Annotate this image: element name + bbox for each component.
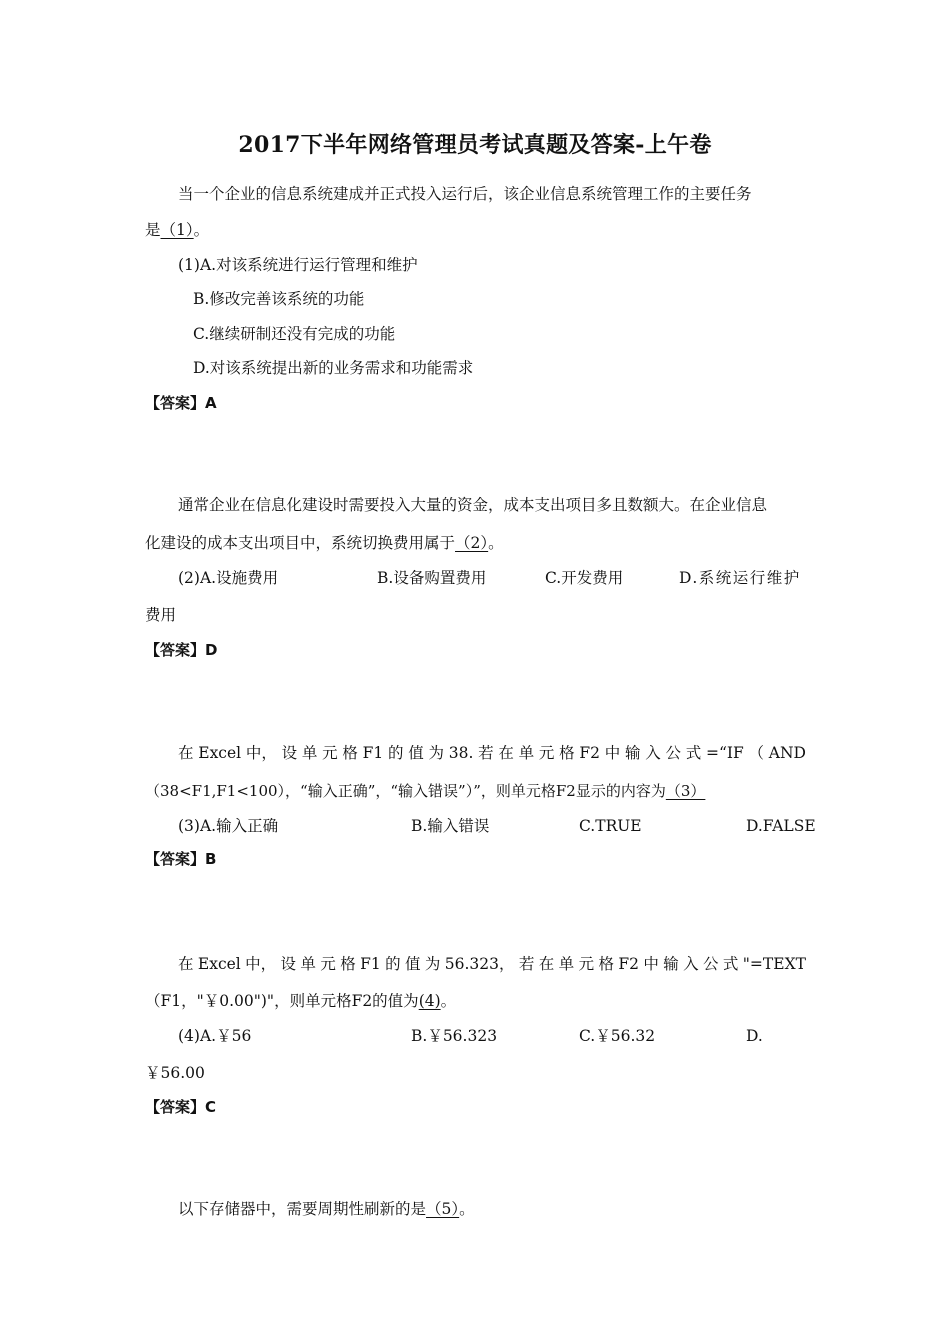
q2-answer: 【答案】D xyxy=(145,641,218,659)
q4-stem-line2: （F1，"￥0.00")"，则单元格F2的值为(4)。 xyxy=(145,992,457,1010)
q1-option-a: (1)A.对该系统进行运行管理和维护 xyxy=(178,256,418,274)
q4-option-a: (4)A.￥56 xyxy=(178,1027,252,1045)
q1-stem-line1: 当一个企业的信息系统建成并正式投入运行后，该企业信息系统管理工作的主要任务 xyxy=(178,185,752,203)
q2-stem-line2: 化建设的成本支出项目中，系统切换费用属于（2）。 xyxy=(145,534,504,552)
q4-answer: 【答案】C xyxy=(145,1098,217,1116)
document-title: 2017下半年网络管理员考试真题及答案-上午卷 xyxy=(238,132,712,158)
q1-option-d: D.对该系统提出新的业务需求和功能需求 xyxy=(193,359,474,377)
q3-option-b: B.输入错误 xyxy=(411,817,490,835)
q3-option-c: C.TRUE xyxy=(579,817,642,835)
q2-stem-line1: 通常企业在信息化建设时需要投入大量的资金，成本支出项目多且数额大。在企业信息 xyxy=(178,496,768,514)
q3-blank: （3） xyxy=(665,782,706,800)
q2-blank: （2） xyxy=(455,534,489,552)
q1-blank: （1） xyxy=(160,221,194,239)
q2-option-d-wrap: 费用 xyxy=(145,606,177,624)
q4-option-d-wrap: ￥56.00 xyxy=(145,1064,205,1082)
q1-option-b: B.修改完善该系统的功能 xyxy=(193,290,365,308)
q3-answer: 【答案】B xyxy=(145,850,217,868)
q4-option-b: B.￥56.323 xyxy=(411,1027,498,1045)
q3-option-d: D.FALSE xyxy=(746,817,816,835)
q4-option-c: C.￥56.32 xyxy=(579,1027,656,1045)
q2-option-c: C.开发费用 xyxy=(545,569,624,587)
q1-option-c: C.继续研制还没有完成的功能 xyxy=(193,325,396,343)
q5-stem-line1: 以下存储器中，需要周期性刷新的是（5）。 xyxy=(178,1200,475,1218)
q1-stem-line2: 是（1）。 xyxy=(145,221,210,239)
q4-option-d: D. xyxy=(746,1027,763,1045)
q2-option-a: (2)A.设施费用 xyxy=(178,569,279,587)
q3-stem-line2: （38<F1,F1<100），“输入正确”，“输入错误”）”，则单元格F2显示的内容为（3） xyxy=(145,782,706,800)
q1-answer: 【答案】A xyxy=(145,394,217,412)
q4-stem-line1: 在 Excel 中， 设 单 元 格 F1 的 值 为 56.323， 若 在 单 元 格 F2 中 输 入 公 式 "=TEXT xyxy=(178,955,806,973)
q3-stem-line1: 在 Excel 中， 设 单 元 格 F1 的 值 为 38. 若 在 单 元 格 F2 中 输 入 公 式 =“IF （ AND xyxy=(178,744,806,762)
q5-blank: （5） xyxy=(426,1200,460,1218)
q4-blank: (4) xyxy=(418,992,441,1010)
q2-option-d: D.系统运行维护 xyxy=(679,569,801,587)
q2-option-b: B.设备购置费用 xyxy=(377,569,487,587)
q3-option-a: (3)A.输入正确 xyxy=(178,817,279,835)
